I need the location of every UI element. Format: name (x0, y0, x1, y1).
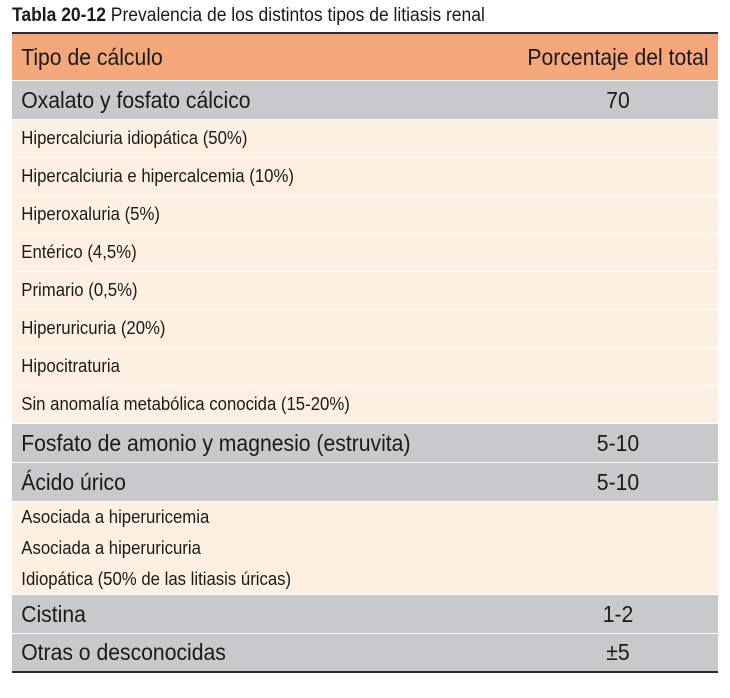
table-row (12, 81, 718, 120)
row-value: 1-2 (602, 600, 634, 627)
row-name: Hipocitraturia (21, 356, 120, 376)
table-row (12, 634, 718, 673)
table-label: Tabla 20-12 (12, 5, 106, 26)
table-row (12, 348, 718, 386)
row-value: 70 (606, 86, 630, 113)
table-header (12, 34, 718, 81)
table-row (12, 463, 718, 502)
row-name: Primario (0,5%) (21, 280, 138, 300)
row-line: Asociada a hiperuricuria (21, 537, 201, 558)
row-name: Oxalato y fosfato cálcico (21, 86, 251, 113)
table-row (12, 196, 718, 234)
table-row (12, 502, 718, 595)
table-caption (12, 4, 485, 28)
row-name: Sin anomalía metabólica conocida (15-20%) (21, 394, 350, 414)
row-name: Entérico (4,5%) (21, 242, 137, 262)
row-name: Ácido úrico (21, 468, 126, 495)
row-name: Fosfato de amonio y magnesio (estruvita) (21, 429, 411, 456)
table-row (12, 424, 718, 463)
row-name: Hiperoxaluria (5%) (21, 204, 160, 224)
header-col-percentage: Porcentaje del total (527, 43, 709, 70)
row-line: Idiopática (50% de las litiasis úricas) (21, 568, 292, 589)
row-name: Cistina (21, 600, 86, 627)
table-row (12, 595, 718, 634)
prevalence-table (12, 32, 718, 673)
row-value: ±5 (606, 639, 630, 665)
row-value: 5-10 (596, 429, 640, 456)
table-row (12, 120, 718, 158)
table-row (12, 386, 718, 424)
table-row (12, 310, 718, 348)
row-name: Otras o desconocidas (21, 639, 226, 665)
row-name: Hipercalciuria e hipercalcemia (10%) (21, 166, 294, 186)
row-value: 5-10 (596, 468, 640, 495)
table-row (12, 234, 718, 272)
row-name: Hipercalciuria idiopática (50%) (21, 128, 248, 148)
row-name (12, 502, 483, 595)
row-name: Hiperuricuria (20%) (21, 318, 166, 338)
table-title: Prevalencia de los distintos tipos de litiasis renal (110, 5, 485, 26)
table-row (12, 158, 718, 196)
row-line: Asociada a hiperuricemia (21, 506, 210, 527)
header-col-type: Tipo de cálculo (21, 43, 163, 70)
table-row (12, 272, 718, 310)
